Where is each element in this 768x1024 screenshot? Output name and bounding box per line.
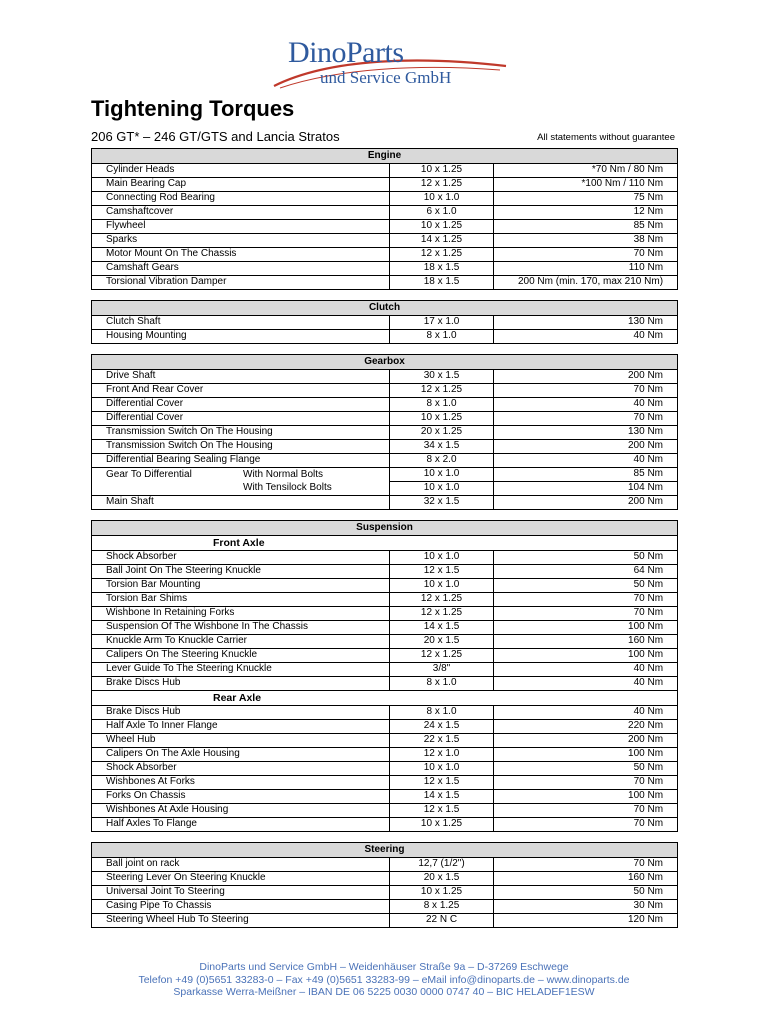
table-row	[92, 384, 678, 398]
part-cell: Wishbones At Axle Housing	[92, 804, 390, 818]
thread-cell: 34 x 1.5	[390, 440, 494, 454]
thread-cell: 18 x 1.5	[390, 262, 494, 276]
section-header: Engine	[92, 149, 678, 164]
torque-cell: 220 Nm	[494, 720, 678, 734]
logo-tagline: und Service GmbH	[320, 68, 452, 87]
subsection-heading	[92, 691, 678, 706]
table-row	[92, 607, 678, 621]
section-gearbox	[91, 354, 677, 510]
torque-cell: 100 Nm	[494, 621, 678, 635]
thread-cell: 14 x 1.25	[390, 234, 494, 248]
part-cell: Steering Lever On Steering Knuckle	[92, 872, 390, 886]
thread-cell: 32 x 1.5	[390, 496, 494, 510]
part-cell: Lever Guide To The Steering Knuckle	[92, 663, 390, 677]
thread-cell: 10 x 1.25	[390, 164, 494, 178]
thread-cell: 10 x 1.0	[390, 192, 494, 206]
thread-cell: 20 x 1.5	[390, 635, 494, 649]
table-row	[92, 677, 678, 691]
thread-cell: 12 x 1.25	[390, 607, 494, 621]
thread-cell: 8 x 1.0	[390, 330, 494, 344]
torque-cell: 70 Nm	[494, 818, 678, 832]
table-row	[92, 593, 678, 607]
thread-cell: 10 x 1.0	[390, 551, 494, 565]
torque-cell: 120 Nm	[494, 914, 678, 928]
subsection-label: Front Axle	[213, 536, 265, 549]
subsection-heading	[92, 536, 678, 551]
part-cell: Housing Mounting	[92, 330, 390, 344]
page-title: Tightening Torques	[91, 96, 295, 121]
table-row	[92, 914, 678, 928]
section-steering	[91, 842, 677, 928]
thread-cell: 12 x 1.5	[390, 565, 494, 579]
part-cell: Camshaftcover	[92, 206, 390, 220]
part-cell: Drive Shaft	[92, 370, 390, 384]
torque-cell: 70 Nm	[494, 412, 678, 426]
table-row	[92, 748, 678, 762]
part-cell: Wheel Hub	[92, 734, 390, 748]
table-row	[92, 426, 678, 440]
part-cell: Main Bearing Cap	[92, 178, 390, 192]
part-cell: Knuckle Arm To Knuckle Carrier	[92, 635, 390, 649]
torque-cell: 50 Nm	[494, 551, 678, 565]
section-header: Steering	[92, 843, 678, 858]
torque-cell: 110 Nm	[494, 262, 678, 276]
part-cell: Cylinder Heads	[92, 164, 390, 178]
torque-cell: 40 Nm	[494, 398, 678, 412]
torque-cell: 50 Nm	[494, 762, 678, 776]
disclaimer: All statements without guarantee	[537, 132, 675, 143]
thread-cell: 12 x 1.25	[390, 384, 494, 398]
torque-cell: 100 Nm	[494, 649, 678, 663]
table-row	[92, 468, 678, 482]
table-row	[92, 276, 678, 290]
part-cell: Camshaft Gears	[92, 262, 390, 276]
torque-cell: 70 Nm	[494, 804, 678, 818]
torque-table	[91, 842, 678, 928]
torque-cell: 160 Nm	[494, 872, 678, 886]
part-cell: Shock Absorber	[92, 762, 390, 776]
table-row	[92, 482, 678, 496]
footer-bank: Sparkasse Werra-Meißner – IBAN DE 06 5225 0030 0000 0747 40 – BIC HELADEF1ESW	[173, 986, 595, 998]
table-row	[92, 635, 678, 649]
part-cell: Transmission Switch On The Housing	[92, 440, 390, 454]
part-cell: Half Axle To Inner Flange	[92, 720, 390, 734]
torque-cell: 40 Nm	[494, 706, 678, 720]
torque-cell: 70 Nm	[494, 776, 678, 790]
table-row	[92, 454, 678, 468]
table-row	[92, 872, 678, 886]
section-engine	[91, 148, 677, 290]
table-row	[92, 164, 678, 178]
part-cell: Torsion Bar Shims	[92, 593, 390, 607]
section-clutch	[91, 300, 677, 344]
torque-cell: 40 Nm	[494, 330, 678, 344]
table-row	[92, 178, 678, 192]
torque-cell: 64 Nm	[494, 565, 678, 579]
torque-tables	[91, 148, 677, 938]
thread-cell: 12,7 (1/2")	[390, 858, 494, 872]
subsection-label: Rear Axle	[213, 691, 262, 704]
footer-contact: Telefon +49 (0)5651 33283-0 – Fax +49 (0)5651 33283-99 – eMail info@dinoparts.de – www.dinoparts.de	[138, 973, 630, 986]
table-row	[92, 192, 678, 206]
torque-cell: 70 Nm	[494, 607, 678, 621]
torque-cell: 50 Nm	[494, 579, 678, 593]
thread-cell: 10 x 1.25	[390, 412, 494, 426]
table-row	[92, 886, 678, 900]
part-cell: Wishbones At Forks	[92, 776, 390, 790]
thread-cell: 6 x 1.0	[390, 206, 494, 220]
thread-cell: 10 x 1.25	[390, 886, 494, 900]
torque-cell: 160 Nm	[494, 635, 678, 649]
part-cell: Suspension Of The Wishbone In The Chassis	[92, 621, 390, 635]
part-cell: Forks On Chassis	[92, 790, 390, 804]
table-row	[92, 440, 678, 454]
table-row	[92, 248, 678, 262]
table-row	[92, 734, 678, 748]
torque-cell: 200 Nm	[494, 496, 678, 510]
part-name	[106, 482, 243, 495]
part-cell: Half Axles To Flange	[92, 818, 390, 832]
thread-cell: 10 x 1.0	[390, 579, 494, 593]
part-cell: Differential Bearing Sealing Flange	[92, 454, 390, 468]
torque-cell: *100 Nm / 110 Nm	[494, 178, 678, 192]
thread-cell: 10 x 1.0	[390, 482, 494, 496]
thread-cell: 12 x 1.25	[390, 649, 494, 663]
thread-cell: 3/8"	[390, 663, 494, 677]
table-row	[92, 234, 678, 248]
torque-cell: 70 Nm	[494, 858, 678, 872]
part-cell: Shock Absorber	[92, 551, 390, 565]
section-header: Clutch	[92, 301, 678, 316]
torque-cell: 12 Nm	[494, 206, 678, 220]
thread-cell: 8 x 1.0	[390, 706, 494, 720]
thread-cell: 24 x 1.5	[390, 720, 494, 734]
table-row	[92, 262, 678, 276]
thread-cell: 30 x 1.5	[390, 370, 494, 384]
part-detail: With Normal Bolts	[243, 468, 324, 480]
part-cell: Calipers On The Axle Housing	[92, 748, 390, 762]
torque-cell: 104 Nm	[494, 482, 678, 496]
section-header: Suspension	[92, 521, 678, 536]
part-cell: Torsion Bar Mounting	[92, 579, 390, 593]
torque-cell: *70 Nm / 80 Nm	[494, 164, 678, 178]
table-row	[92, 206, 678, 220]
part-cell: Casing Pipe To Chassis	[92, 900, 390, 914]
part-cell: Transmission Switch On The Housing	[92, 426, 390, 440]
torque-cell: 200 Nm (min. 170, max 210 Nm)	[494, 276, 678, 290]
torque-cell: 85 Nm	[494, 468, 678, 482]
table-row	[92, 565, 678, 579]
torque-cell: 130 Nm	[494, 316, 678, 330]
thread-cell: 12 x 1.5	[390, 804, 494, 818]
torque-cell: 130 Nm	[494, 426, 678, 440]
part-cell: Front And Rear Cover	[92, 384, 390, 398]
table-row	[92, 412, 678, 426]
thread-cell: 17 x 1.0	[390, 316, 494, 330]
footer-address: DinoParts und Service GmbH – Weidenhäuser Straße 9a – D-37269 Eschwege	[199, 961, 569, 973]
part-cell: Connecting Rod Bearing	[92, 192, 390, 206]
thread-cell: 8 x 1.25	[390, 900, 494, 914]
part-cell: Universal Joint To Steering	[92, 886, 390, 900]
part-cell: Brake Discs Hub	[92, 677, 390, 691]
table-row	[92, 900, 678, 914]
footer	[0, 961, 768, 999]
part-name: Gear To Differential	[106, 468, 192, 480]
part-cell: Ball Joint On The Steering Knuckle	[92, 565, 390, 579]
table-row	[92, 706, 678, 720]
torque-cell: 100 Nm	[494, 748, 678, 762]
table-row	[92, 776, 678, 790]
torque-cell: 40 Nm	[494, 663, 678, 677]
torque-table	[91, 148, 678, 290]
table-row	[92, 579, 678, 593]
section-suspension	[91, 520, 677, 832]
torque-cell: 70 Nm	[494, 593, 678, 607]
torque-cell: 200 Nm	[494, 440, 678, 454]
table-row	[92, 398, 678, 412]
thread-cell: 20 x 1.5	[390, 872, 494, 886]
part-cell: Sparks	[92, 234, 390, 248]
thread-cell: 12 x 1.5	[390, 776, 494, 790]
thread-cell: 12 x 1.0	[390, 748, 494, 762]
table-row	[92, 720, 678, 734]
thread-cell: 22 x 1.5	[390, 734, 494, 748]
part-cell: Torsional Vibration Damper	[92, 276, 390, 290]
torque-cell: 50 Nm	[494, 886, 678, 900]
torque-cell: 85 Nm	[494, 220, 678, 234]
thread-cell: 8 x 2.0	[390, 454, 494, 468]
table-row	[92, 370, 678, 384]
logo-wordmark: DinoParts	[288, 36, 404, 69]
part-cell: Ball joint on rack	[92, 858, 390, 872]
section-header: Gearbox	[92, 355, 678, 370]
part-cell: Flywheel	[92, 220, 390, 234]
part-cell: Brake Discs Hub	[92, 706, 390, 720]
torque-cell: 200 Nm	[494, 370, 678, 384]
torque-cell: 70 Nm	[494, 248, 678, 262]
page-subtitle: 206 GT* – 246 GT/GTS and Lancia Stratos	[91, 129, 340, 144]
table-row	[92, 316, 678, 330]
part-cell: Differential Cover	[92, 412, 390, 426]
thread-cell: 14 x 1.5	[390, 790, 494, 804]
table-row	[92, 649, 678, 663]
part-cell: Main Shaft	[92, 496, 390, 510]
thread-cell: 22 N C	[390, 914, 494, 928]
thread-cell: 8 x 1.0	[390, 398, 494, 412]
thread-cell: 12 x 1.25	[390, 593, 494, 607]
torque-cell: 40 Nm	[494, 677, 678, 691]
table-row	[92, 762, 678, 776]
thread-cell: 12 x 1.25	[390, 248, 494, 262]
torque-cell: 30 Nm	[494, 900, 678, 914]
table-row	[92, 818, 678, 832]
thread-cell: 8 x 1.0	[390, 677, 494, 691]
company-logo	[270, 36, 510, 92]
torque-cell: 100 Nm	[494, 790, 678, 804]
part-detail: With Tensilock Bolts	[243, 482, 332, 493]
thread-cell: 12 x 1.25	[390, 178, 494, 192]
table-row	[92, 551, 678, 565]
part-cell	[92, 468, 390, 482]
thread-cell: 20 x 1.25	[390, 426, 494, 440]
part-cell: Differential Cover	[92, 398, 390, 412]
thread-cell: 10 x 1.25	[390, 818, 494, 832]
table-row	[92, 220, 678, 234]
table-row	[92, 663, 678, 677]
thread-cell: 10 x 1.0	[390, 762, 494, 776]
part-cell: Motor Mount On The Chassis	[92, 248, 390, 262]
thread-cell: 10 x 1.0	[390, 468, 494, 482]
torque-cell: 70 Nm	[494, 384, 678, 398]
part-cell: Clutch Shaft	[92, 316, 390, 330]
table-row	[92, 790, 678, 804]
torque-table	[91, 300, 678, 344]
part-cell: Wishbone In Retaining Forks	[92, 607, 390, 621]
table-row	[92, 804, 678, 818]
part-cell: Calipers On The Steering Knuckle	[92, 649, 390, 663]
thread-cell: 18 x 1.5	[390, 276, 494, 290]
table-row	[92, 496, 678, 510]
thread-cell: 10 x 1.25	[390, 220, 494, 234]
part-cell: Steering Wheel Hub To Steering	[92, 914, 390, 928]
part-cell	[92, 482, 390, 496]
thread-cell: 14 x 1.5	[390, 621, 494, 635]
table-row	[92, 330, 678, 344]
table-row	[92, 858, 678, 872]
torque-cell: 40 Nm	[494, 454, 678, 468]
torque-table	[91, 354, 678, 510]
torque-cell: 200 Nm	[494, 734, 678, 748]
torque-cell: 38 Nm	[494, 234, 678, 248]
torque-cell: 75 Nm	[494, 192, 678, 206]
torque-table	[91, 520, 678, 832]
table-row	[92, 621, 678, 635]
